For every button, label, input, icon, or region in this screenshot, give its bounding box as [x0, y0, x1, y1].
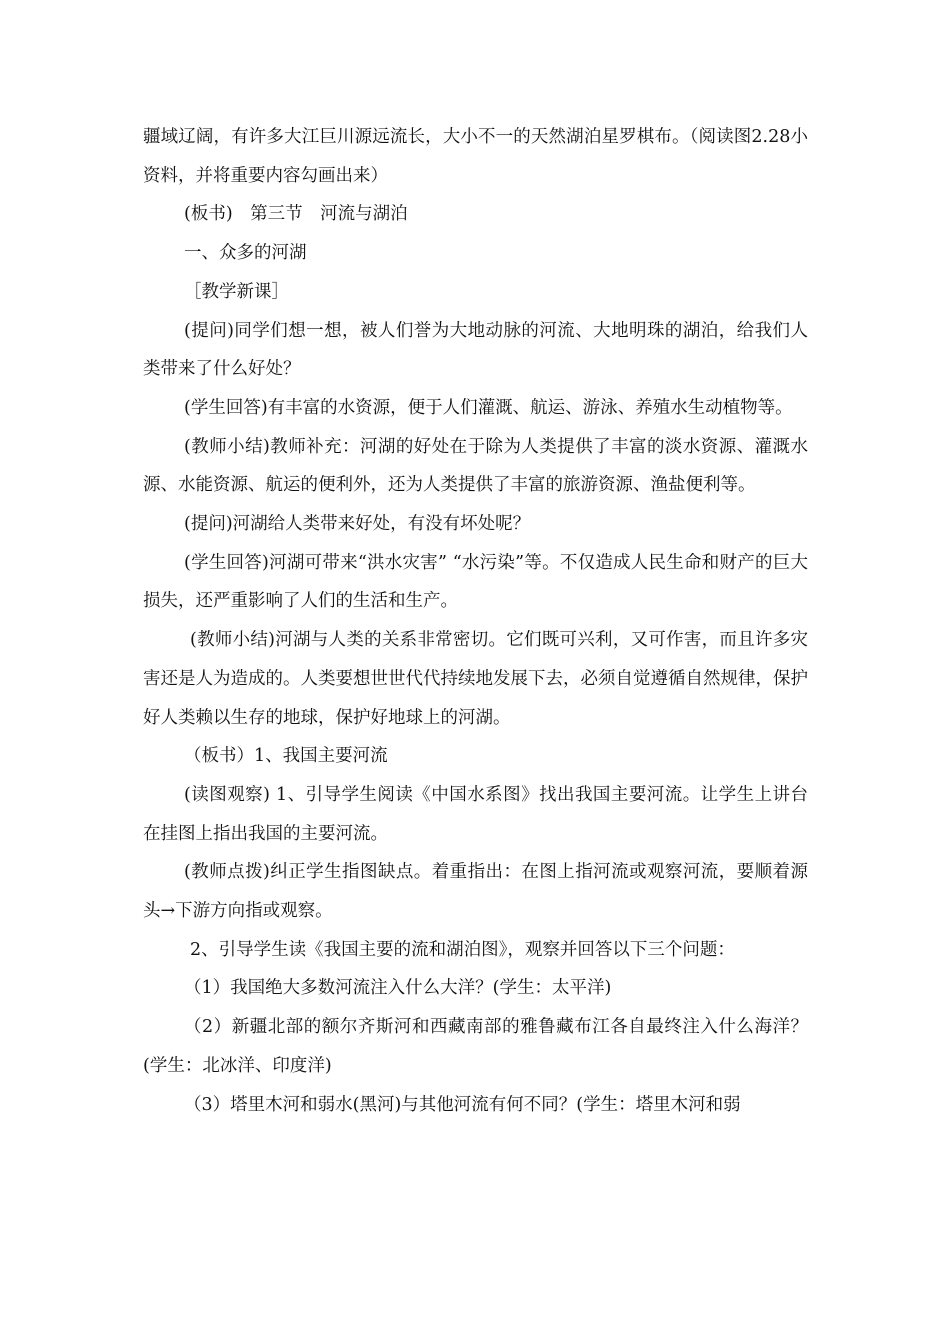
paragraph-question-3: （3）塔里木河和弱水(黑河)与其他河流有何不同？(学生：塔里木河和弱	[184, 1094, 741, 1115]
paragraph-question-2: （2）新疆北部的额尔齐斯河和西藏南部的雅鲁藏布江各自最终注入什么海洋？(学生：北冰洋、印度洋)	[143, 1017, 808, 1076]
paragraph-board-main-rivers: （板书）1、我国主要河流	[184, 746, 388, 767]
paragraph-teacher-summary-benefits: (教师小结)教师补充：河湖的好处在于除为人类提供了丰富的淡水资源、灌溉水源、水能资源、航运的便利外，还为人类提供了丰富的旅游资源、渔盐便利等。	[143, 436, 808, 496]
paragraph-teacher-guidance: (教师点拨)纠正学生指图缺点。着重指出：在图上指河流或观察河流，要顺着源头→下游方向指或观察。	[143, 862, 808, 922]
paragraph-board-section-title: (板书) 第三节 河流与湖泊	[184, 204, 408, 225]
paragraph-student-answer-harms: (学生回答)河湖可带来“洪水灾害” “水污染”等。不仅造成人民生命和财产的巨大损失，还严重影响了人们的生活和生产。	[143, 552, 808, 612]
document-body	[143, 118, 808, 1124]
paragraph-student-answer-benefits: (学生回答)有丰富的水资源，便于人们灌溉、航运、游泳、养殖水生动植物等。	[184, 397, 793, 418]
paragraph-intro: 疆域辽阔，有许多大江巨川源远流长，大小不一的天然湖泊星罗棋布。（阅读图2.28小资料，并将重要内容勾画出来）	[143, 127, 808, 186]
paragraph-question-1: （1）我国绝大多数河流注入什么大洋？(学生：太平洋)	[184, 978, 612, 999]
paragraph-guide-questions: 2、引导学生读《我国主要的流和湖泊图》，观察并回答以下三个问题：	[190, 939, 735, 960]
paragraph-heading-rivers-lakes: 一、众多的河湖	[184, 243, 307, 264]
paragraph-question-harms: (提问)河湖给人类带来好处，有没有坏处呢？	[184, 514, 531, 535]
paragraph-teacher-summary-relationship: (教师小结)河湖与人类的关系非常密切。它们既可兴利，又可作害，而且许多灾害还是人为造成的。人类要想世世代代持续地发展下去，必须自觉遵循自然规律，保护好人类赖以生存的地球，保护好地球上的河湖。	[143, 630, 808, 728]
paragraph-map-observation: (读图观察) 1、引导学生阅读《中国水系图》找出我国主要河流。让学生上讲台在挂图上指出我国的主要河流。	[143, 784, 808, 844]
paragraph-question-benefits: (提问)同学们想一想，被人们誉为大地动脉的河流、大地明珠的湖泊，给我们人类带来了什么好处？	[143, 320, 808, 380]
paragraph-new-lesson: ［教学新课］	[184, 281, 289, 302]
